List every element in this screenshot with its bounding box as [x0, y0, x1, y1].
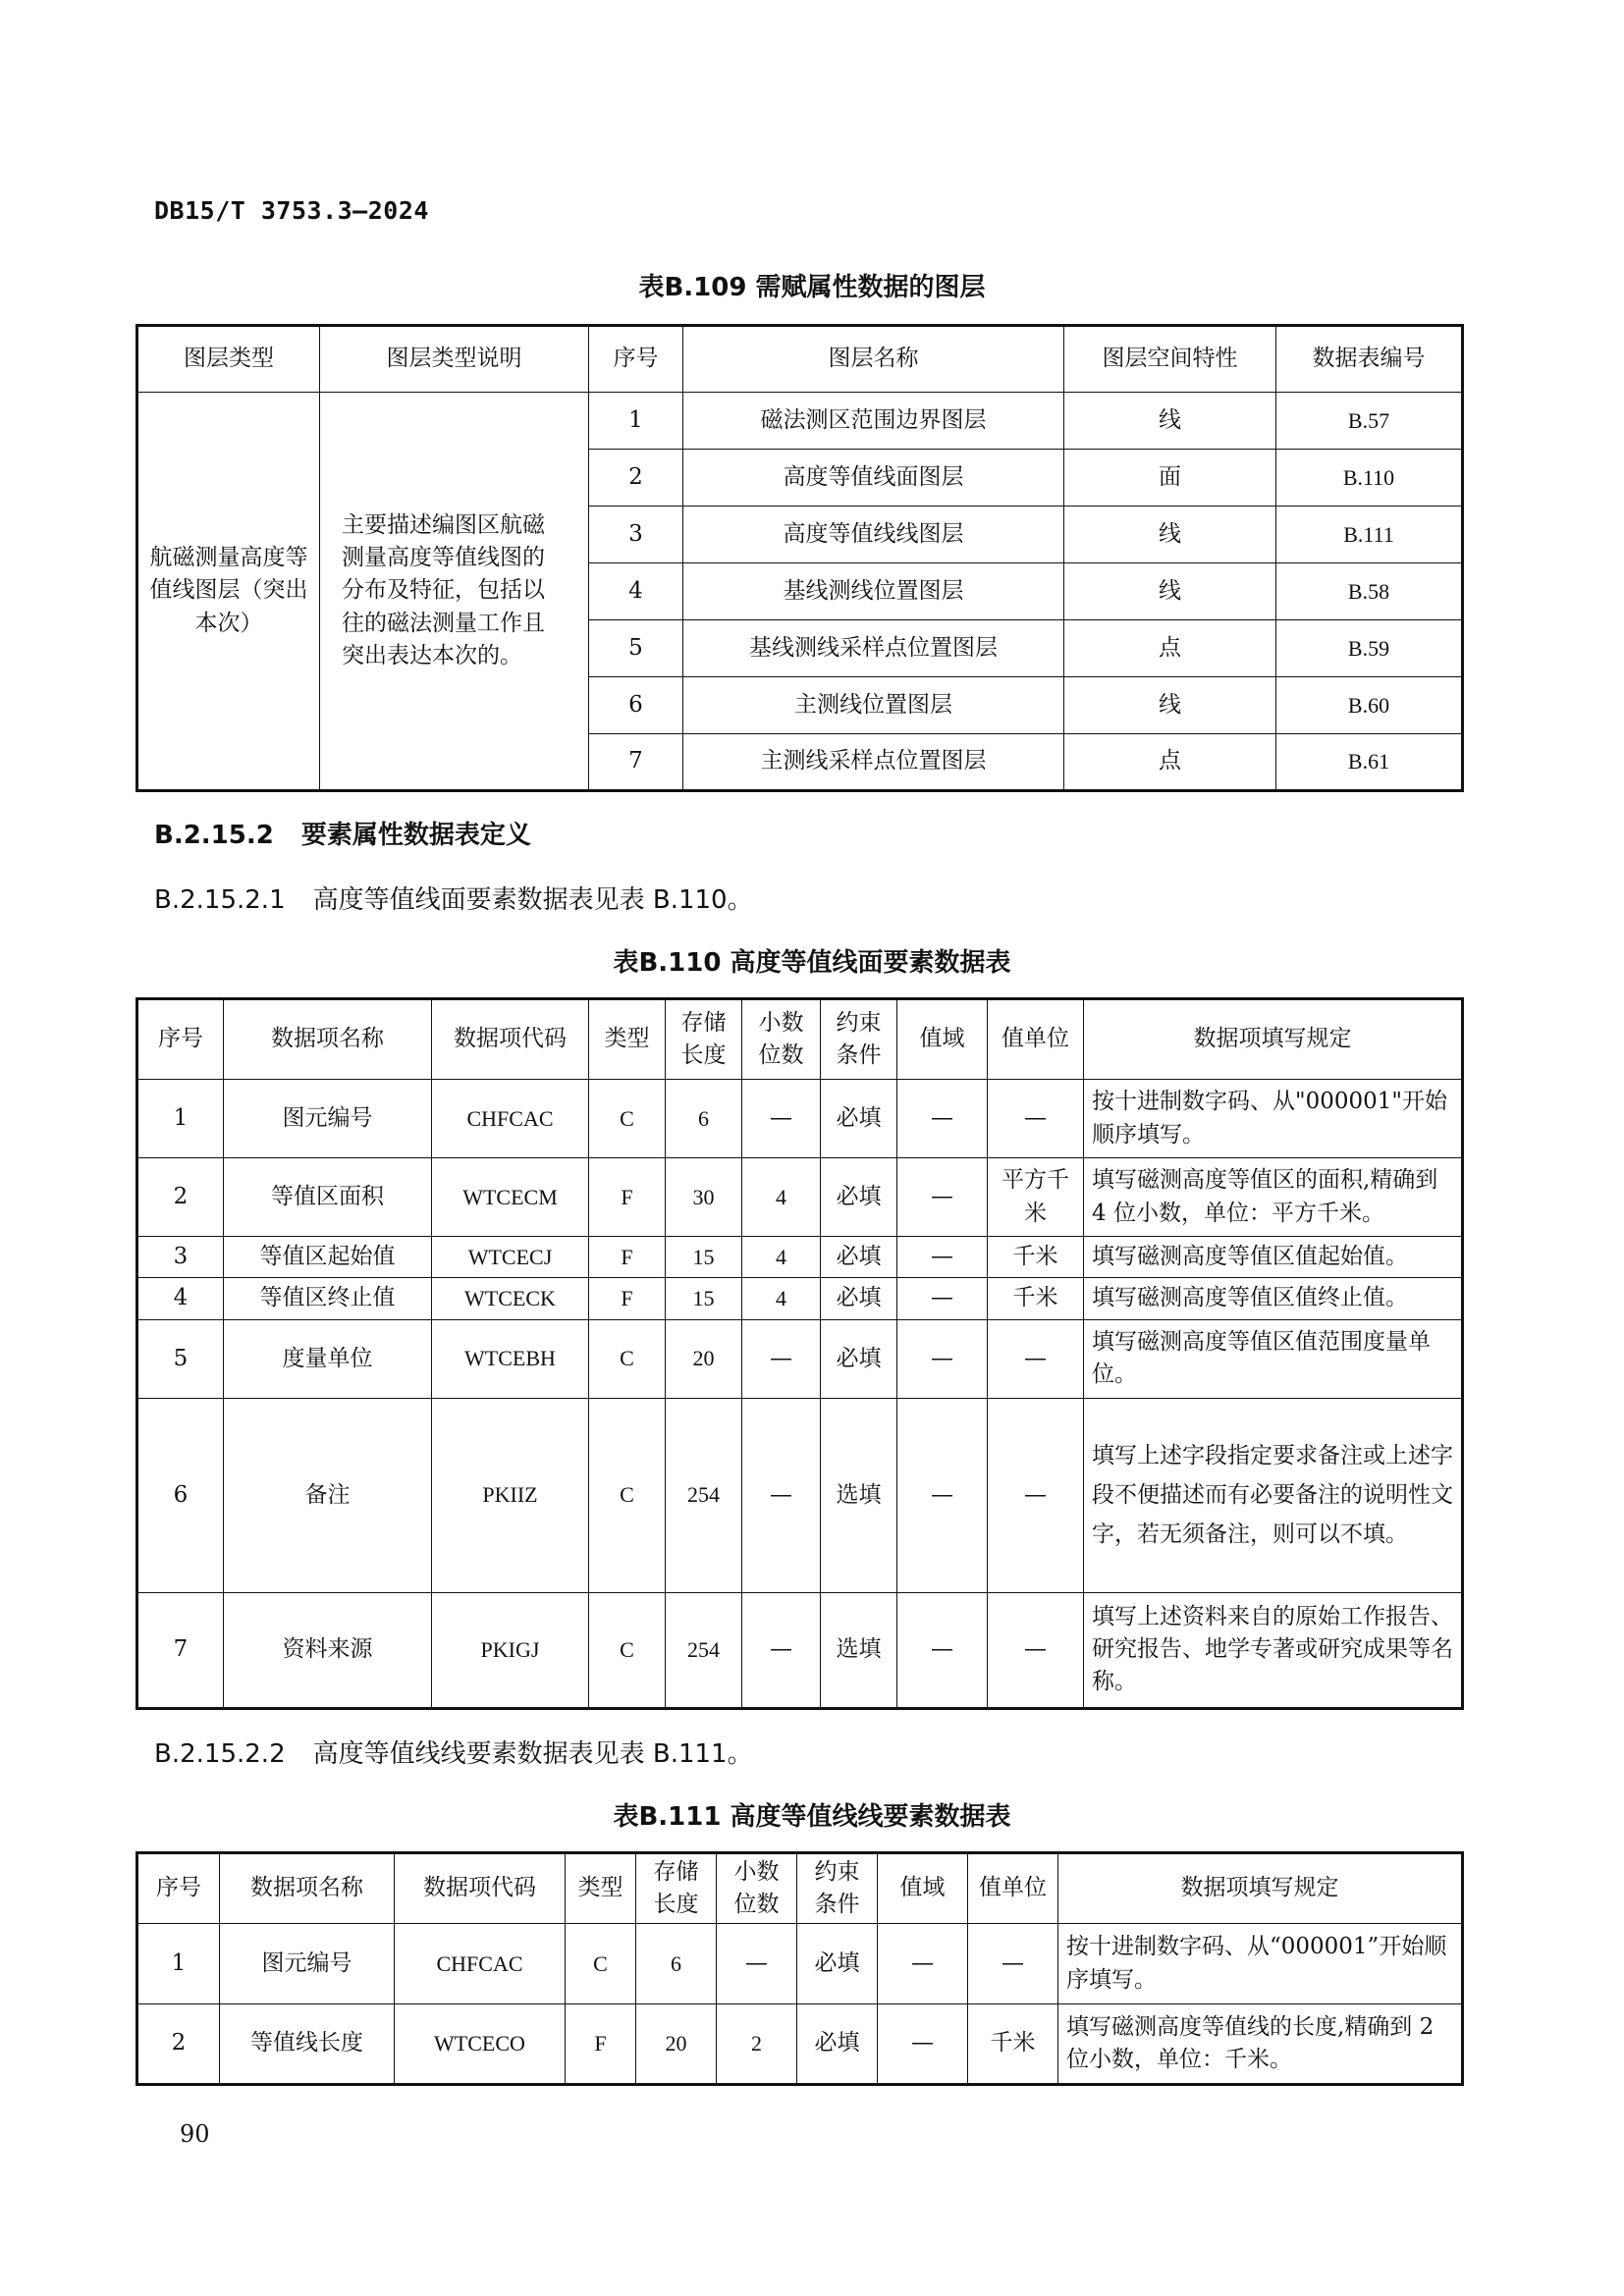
column-header: 图层类型说明: [320, 326, 589, 393]
column-header: 约束条件: [797, 1853, 878, 1924]
column-header: 小数位数: [717, 1853, 797, 1924]
value-domain: —: [897, 1592, 988, 1708]
item-type: F: [566, 2004, 636, 2085]
fill-rule: 填写磁测高度等值区的面积,精确到 4 位小数，单位：平方千米。: [1084, 1158, 1463, 1237]
item-code: CHFCAC: [395, 1924, 566, 2004]
constraint: 必填: [821, 1080, 897, 1158]
table-reference: B.60: [1276, 677, 1463, 734]
column-header: 值域: [897, 999, 988, 1080]
column-header: 数据项填写规定: [1058, 1853, 1463, 1924]
table-b110: [135, 997, 1464, 1710]
item-code: WTCECK: [432, 1278, 589, 1319]
value-unit: —: [988, 1080, 1084, 1158]
column-header: 图层空间特性: [1064, 326, 1276, 393]
item-name: 等值区终止值: [224, 1278, 432, 1319]
row-number: 3: [137, 1237, 224, 1278]
item-type: F: [589, 1278, 666, 1319]
item-name: 备注: [224, 1398, 432, 1592]
row-number: 4: [137, 1278, 224, 1319]
table-b109: [135, 324, 1464, 792]
section-heading: [154, 815, 531, 851]
storage-length: 15: [666, 1237, 742, 1278]
item-type: C: [589, 1080, 666, 1158]
spatial-type: 线: [1064, 563, 1276, 620]
fill-rule: 填写磁测高度等值线的长度,精确到 2 位小数，单位：千米。: [1058, 2004, 1463, 2085]
value-unit: —: [968, 1924, 1058, 2004]
document-code: DB15/T 3753.3—2024: [154, 196, 429, 225]
column-header: 数据项名称: [220, 1853, 395, 1924]
table-row: [137, 1319, 1463, 1398]
row-number: 5: [137, 1319, 224, 1398]
table-row: [137, 1080, 1463, 1158]
item-code: CHFCAC: [432, 1080, 589, 1158]
layer-name: 高度等值线线图层: [683, 507, 1064, 563]
row-number: 4: [589, 563, 683, 620]
constraint: 必填: [821, 1319, 897, 1398]
value-domain: —: [897, 1398, 988, 1592]
fill-rule: 填写上述资料来自的原始工作报告、研究报告、地学专著或研究成果等名称。: [1084, 1592, 1463, 1708]
constraint: 必填: [821, 1278, 897, 1319]
storage-length: 30: [666, 1158, 742, 1237]
spatial-type: 点: [1064, 734, 1276, 791]
subsection-text: 高度等值线线要素数据表见表 B.111。: [312, 1739, 753, 1769]
item-code: WTCECM: [432, 1158, 589, 1237]
value-unit: 千米: [988, 1278, 1084, 1319]
section-title: 要素属性数据表定义: [300, 821, 531, 850]
row-number: 2: [137, 1158, 224, 1237]
table-row: [137, 1592, 1463, 1708]
layer-type-cell: 航磁测量高度等值线图层（突出本次）: [137, 393, 320, 791]
fill-rule: 填写磁测高度等值区值起始值。: [1084, 1237, 1463, 1278]
value-domain: —: [897, 1080, 988, 1158]
row-number: 7: [137, 1592, 224, 1708]
table-reference: B.111: [1276, 507, 1463, 563]
column-header: 数据项代码: [432, 999, 589, 1080]
column-header: 序号: [137, 1853, 220, 1924]
storage-length: 20: [666, 1319, 742, 1398]
column-header: 序号: [137, 999, 224, 1080]
value-unit: —: [988, 1592, 1084, 1708]
item-type: C: [566, 1924, 636, 2004]
row-number: 3: [589, 507, 683, 563]
column-header: 数据表编号: [1276, 326, 1463, 393]
value-domain: —: [897, 1278, 988, 1319]
item-code: WTCECJ: [432, 1237, 589, 1278]
table-row: [137, 393, 1463, 450]
column-header: 值域: [878, 1853, 968, 1924]
table-b111: [135, 1851, 1464, 2086]
column-header: 类型: [589, 999, 666, 1080]
item-name: 资料来源: [224, 1592, 432, 1708]
column-header: 值单位: [988, 999, 1084, 1080]
subsection-paragraph: [154, 880, 753, 916]
spatial-type: 点: [1064, 620, 1276, 677]
fill-rule: 按十进制数字码、从“000001”开始顺序填写。: [1058, 1924, 1463, 2004]
column-header: 数据项名称: [224, 999, 432, 1080]
storage-length: 6: [666, 1080, 742, 1158]
item-type: C: [589, 1592, 666, 1708]
column-header: 类型: [566, 1853, 636, 1924]
item-name: 等值区面积: [224, 1158, 432, 1237]
value-domain: —: [897, 1158, 988, 1237]
layer-description-cell: 主要描述编图区航磁测量高度等值线图的分布及特征，包括以往的磁法测量工作且突出表达本次的。: [320, 393, 589, 791]
item-name: 度量单位: [224, 1319, 432, 1398]
table-header-row: [137, 1853, 1463, 1924]
value-domain: —: [897, 1319, 988, 1398]
storage-length: 254: [666, 1398, 742, 1592]
subsection-text: 高度等值线面要素数据表见表 B.110。: [312, 885, 753, 915]
column-header: 图层名称: [683, 326, 1064, 393]
column-header: 图层类型: [137, 326, 320, 393]
row-number: 6: [589, 677, 683, 734]
table-b110-caption: 表B.110 高度等值线面要素数据表: [613, 948, 1011, 978]
constraint: 必填: [797, 1924, 878, 2004]
fill-rule: 填写磁测高度等值区值终止值。: [1084, 1278, 1463, 1319]
table-header-row: [137, 326, 1463, 393]
item-name: 等值线长度: [220, 2004, 395, 2085]
table-row: [137, 1398, 1463, 1592]
table-reference: B.61: [1276, 734, 1463, 791]
constraint: 选填: [821, 1398, 897, 1592]
item-code: WTCECO: [395, 2004, 566, 2085]
value-unit: —: [988, 1319, 1084, 1398]
value-unit: 千米: [988, 1237, 1084, 1278]
decimal-places: 4: [742, 1278, 821, 1319]
item-code: WTCEBH: [432, 1319, 589, 1398]
fill-rule: 填写上述字段指定要求备注或上述字段不便描述而有必要备注的说明性文字，若无须备注，则可以不填。: [1084, 1398, 1463, 1592]
storage-length: 20: [636, 2004, 717, 2085]
subsection-number: B.2.15.2.1: [154, 885, 286, 915]
row-number: 2: [589, 450, 683, 507]
item-type: F: [589, 1237, 666, 1278]
decimal-places: —: [742, 1080, 821, 1158]
column-header: 数据项代码: [395, 1853, 566, 1924]
spatial-type: 线: [1064, 677, 1276, 734]
table-reference: B.59: [1276, 620, 1463, 677]
storage-length: 15: [666, 1278, 742, 1319]
storage-length: 6: [636, 1924, 717, 2004]
decimal-places: 4: [742, 1158, 821, 1237]
table-reference: B.58: [1276, 563, 1463, 620]
constraint: 必填: [821, 1237, 897, 1278]
fill-rule: 按十进制数字码、从"000001"开始顺序填写。: [1084, 1080, 1463, 1158]
item-type: C: [589, 1319, 666, 1398]
column-header: 值单位: [968, 1853, 1058, 1924]
value-unit: 平方千米: [988, 1158, 1084, 1237]
value-domain: —: [878, 1924, 968, 2004]
column-header: 小数位数: [742, 999, 821, 1080]
layer-name: 基线测线位置图层: [683, 563, 1064, 620]
item-name: 等值区起始值: [224, 1237, 432, 1278]
table-row: [137, 1237, 1463, 1278]
spatial-type: 面: [1064, 450, 1276, 507]
spatial-type: 线: [1064, 393, 1276, 450]
layer-name: 磁法测区范围边界图层: [683, 393, 1064, 450]
row-number: 7: [589, 734, 683, 791]
column-header: 约束条件: [821, 999, 897, 1080]
row-number: 5: [589, 620, 683, 677]
value-domain: —: [878, 2004, 968, 2085]
table-b111-caption: 表B.111 高度等值线线要素数据表: [613, 1802, 1011, 1832]
table-reference: B.57: [1276, 393, 1463, 450]
fill-rule: 填写磁测高度等值区值范围度量单位。: [1084, 1319, 1463, 1398]
decimal-places: 4: [742, 1237, 821, 1278]
item-name: 图元编号: [220, 1924, 395, 2004]
subsection-number: B.2.15.2.2: [154, 1739, 286, 1769]
value-unit: 千米: [968, 2004, 1058, 2085]
constraint: 必填: [797, 2004, 878, 2085]
decimal-places: —: [742, 1319, 821, 1398]
table-row: [137, 1278, 1463, 1319]
row-number: 6: [137, 1398, 224, 1592]
column-header: 存储长度: [636, 1853, 717, 1924]
decimal-places: —: [717, 1924, 797, 2004]
item-name: 图元编号: [224, 1080, 432, 1158]
value-unit: —: [988, 1398, 1084, 1592]
item-type: C: [589, 1398, 666, 1592]
table-row: [137, 1924, 1463, 2004]
row-number: 1: [589, 393, 683, 450]
subsection-paragraph: [154, 1734, 753, 1770]
column-header: 数据项填写规定: [1084, 999, 1463, 1080]
item-code: PKIIZ: [432, 1398, 589, 1592]
item-type: F: [589, 1158, 666, 1237]
table-header-row: [137, 999, 1463, 1080]
row-number: 2: [137, 2004, 220, 2085]
row-number: 1: [137, 1080, 224, 1158]
column-header: 序号: [589, 326, 683, 393]
table-reference: B.110: [1276, 450, 1463, 507]
decimal-places: —: [742, 1398, 821, 1592]
layer-name: 高度等值线面图层: [683, 450, 1064, 507]
decimal-places: 2: [717, 2004, 797, 2085]
constraint: 必填: [821, 1158, 897, 1237]
storage-length: 254: [666, 1592, 742, 1708]
table-row: [137, 2004, 1463, 2085]
value-domain: —: [897, 1237, 988, 1278]
section-number: B.2.15.2: [154, 821, 274, 850]
column-header: 存储长度: [666, 999, 742, 1080]
row-number: 1: [137, 1924, 220, 2004]
spatial-type: 线: [1064, 507, 1276, 563]
layer-name: 基线测线采样点位置图层: [683, 620, 1064, 677]
table-b109-caption: 表B.109 需赋属性数据的图层: [638, 273, 986, 302]
decimal-places: —: [742, 1592, 821, 1708]
page-number: 90: [180, 2120, 210, 2148]
constraint: 选填: [821, 1592, 897, 1708]
layer-name: 主测线采样点位置图层: [683, 734, 1064, 791]
table-row: [137, 1158, 1463, 1237]
layer-name: 主测线位置图层: [683, 677, 1064, 734]
item-code: PKIGJ: [432, 1592, 589, 1708]
